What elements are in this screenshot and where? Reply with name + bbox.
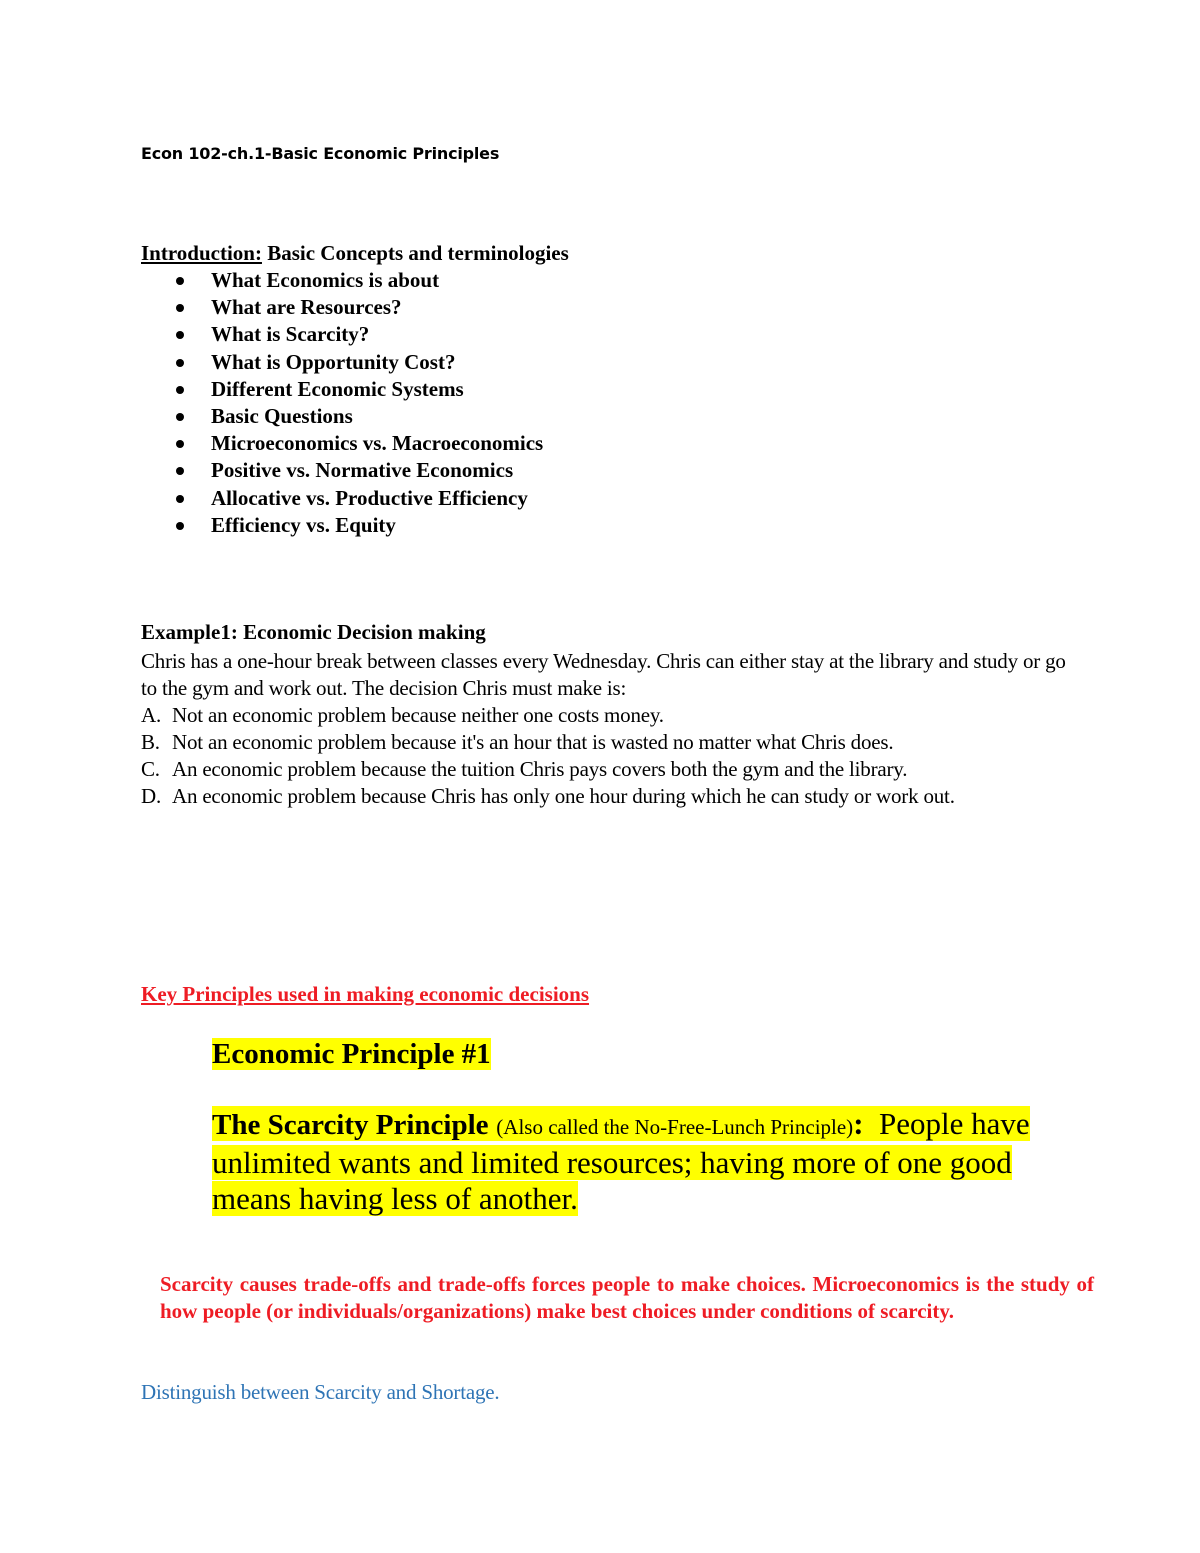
option-text: An economic problem because Chris has only one hour during which he can study or work out. bbox=[172, 784, 955, 808]
principle-aka: (Also called the No-Free-Lunch Principle) bbox=[496, 1115, 854, 1139]
introduction-text: Basic Concepts and terminologies bbox=[261, 241, 569, 265]
introduction-heading bbox=[141, 240, 569, 267]
option-letter: A. bbox=[141, 703, 162, 727]
topic-text: What is Scarcity? bbox=[211, 322, 370, 347]
topic-item bbox=[141, 430, 543, 457]
option-letter: C. bbox=[141, 757, 160, 781]
bullet-icon bbox=[176, 359, 184, 367]
example-title: Example1: Economic Decision making bbox=[141, 620, 486, 644]
topic-item bbox=[141, 485, 543, 512]
topic-text: Positive vs. Normative Economics bbox=[211, 458, 514, 483]
principle-name: The Scarcity Principle bbox=[212, 1109, 489, 1141]
topic-text: Allocative vs. Productive Efficiency bbox=[211, 485, 528, 510]
bullet-icon bbox=[176, 467, 184, 475]
example-question: Chris has a one-hour break between classes every Wednesday. Chris can either stay at the library and study or go to the gym and work out. The decision Chris must make is: bbox=[141, 649, 1066, 700]
option-text: Not an economic problem because it's an hour that is wasted no matter what Chris does. bbox=[172, 730, 894, 754]
topic-text: What Economics is about bbox=[211, 268, 440, 292]
answer-options bbox=[141, 702, 1041, 810]
topic-item bbox=[141, 321, 543, 348]
document-title: Econ 102-ch.1-Basic Economic Principles bbox=[141, 144, 500, 163]
bullet-icon bbox=[176, 331, 184, 339]
topic-item bbox=[141, 349, 543, 376]
topic-item bbox=[141, 403, 543, 430]
answer-option bbox=[141, 783, 1041, 810]
principle-statement bbox=[212, 1106, 1072, 1217]
topic-item bbox=[141, 294, 543, 321]
principle-colon: : bbox=[853, 1106, 864, 1141]
key-principles-heading: Key Principles used in making economic decisions bbox=[141, 982, 590, 1006]
bullet-icon bbox=[176, 386, 184, 394]
bullet-icon bbox=[176, 413, 184, 421]
topic-item bbox=[141, 512, 543, 539]
principle-text: People have unlimited wants and limited resources; having more of one good means having less of another. bbox=[212, 1106, 1030, 1216]
introduction-label: Introduction: bbox=[141, 241, 262, 265]
topic-item bbox=[141, 267, 543, 294]
bullet-icon bbox=[176, 304, 184, 312]
answer-option bbox=[141, 756, 1041, 783]
topic-item bbox=[141, 457, 543, 484]
bullet-icon bbox=[176, 522, 184, 530]
option-text: An economic problem because the tuition Chris pays covers both the gym and the library. bbox=[172, 757, 908, 781]
topic-text: What are Resources? bbox=[211, 295, 402, 320]
principle-highlight bbox=[212, 1106, 1030, 1216]
topic-text: Efficiency vs. Equity bbox=[211, 512, 396, 537]
topics-list bbox=[141, 267, 543, 539]
bullet-icon bbox=[176, 277, 184, 285]
bullet-icon bbox=[176, 440, 184, 448]
option-letter: B. bbox=[141, 730, 160, 754]
option-text: Not an economic problem because neither one costs money. bbox=[172, 703, 664, 727]
answer-option bbox=[141, 702, 1041, 729]
distinguish-prompt: Distinguish between Scarcity and Shortage. bbox=[141, 1380, 500, 1404]
scarcity-note: Scarcity causes trade-offs and trade-offs forces people to make choices. Microeconomics is the study of how people (or individuals/organizations) make best choices under conditions of scarcity. bbox=[160, 1272, 1094, 1323]
principle-number-text: Economic Principle #1 bbox=[212, 1038, 491, 1070]
principle-number bbox=[212, 1034, 491, 1074]
bullet-icon bbox=[176, 495, 184, 503]
answer-option bbox=[141, 729, 1041, 756]
topic-text: What is Opportunity Cost? bbox=[211, 349, 456, 374]
topic-text: Microeconomics vs. Macroeconomics bbox=[211, 431, 544, 456]
topic-text: Different Economic Systems bbox=[211, 376, 464, 401]
option-letter: D. bbox=[141, 784, 162, 808]
topic-item bbox=[141, 376, 543, 403]
topic-text: Basic Questions bbox=[211, 403, 353, 428]
